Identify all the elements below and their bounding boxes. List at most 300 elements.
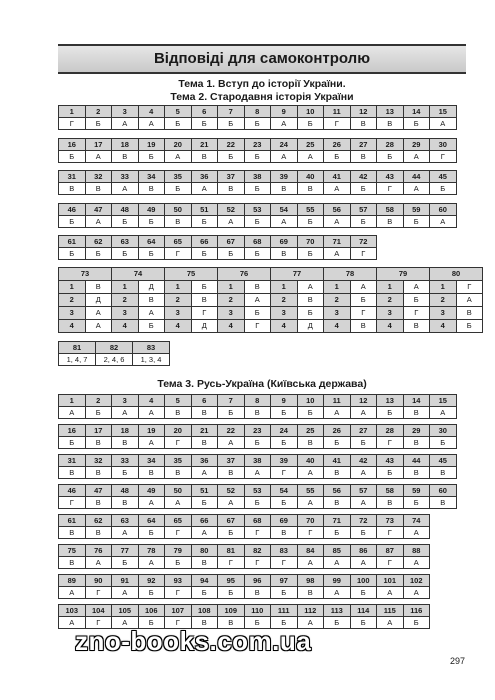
question-number: 54 <box>271 203 298 215</box>
matching-key: 3 <box>165 307 192 320</box>
answer-cell: Б <box>324 527 351 539</box>
answer-cell: Г <box>165 527 192 539</box>
question-number: 2 <box>85 395 112 407</box>
answer-cell: Г <box>165 587 192 599</box>
question-number: 51 <box>191 203 218 215</box>
answer-cell: В <box>85 527 112 539</box>
matching-answer: Г <box>191 307 218 320</box>
answer-cell: А <box>85 557 112 569</box>
matching-question-number: 79 <box>377 268 430 281</box>
answer-cell: Б <box>350 587 377 599</box>
matching-key: 2 <box>59 294 86 307</box>
question-number: 110 <box>244 605 271 617</box>
question-number: 20 <box>165 425 192 437</box>
answer-cell: А <box>271 118 298 130</box>
question-number: 81 <box>218 545 245 557</box>
question-number: 4 <box>138 106 165 118</box>
question-number: 62 <box>85 515 112 527</box>
question-number: 72 <box>350 236 377 248</box>
answer-cell: Б <box>112 248 139 260</box>
answer-cell: А <box>324 407 351 419</box>
answer-cell: Б <box>350 183 377 195</box>
question-number: 78 <box>138 545 165 557</box>
question-number: 22 <box>218 138 245 150</box>
question-number: 75 <box>59 545 86 557</box>
question-number: 89 <box>59 575 86 587</box>
matching-answer: Б <box>138 320 165 333</box>
question-number: 50 <box>165 485 192 497</box>
question-number: 41 <box>324 171 351 183</box>
question-number: 92 <box>138 575 165 587</box>
answer-cell: Б <box>350 215 377 227</box>
answer-cell: Б <box>218 407 245 419</box>
question-number: 66 <box>191 515 218 527</box>
question-number: 6 <box>191 106 218 118</box>
answer-cell: В <box>85 467 112 479</box>
question-number: 3 <box>112 395 139 407</box>
question-number: 38 <box>244 455 271 467</box>
answer-cell: В <box>165 215 192 227</box>
matching-key: 2 <box>377 294 404 307</box>
question-number: 29 <box>403 425 430 437</box>
answer-cell: А <box>59 617 86 629</box>
answer-cell: Б <box>244 118 271 130</box>
question-number: 15 <box>430 106 457 118</box>
question-number: 32 <box>85 171 112 183</box>
question-number: 14 <box>403 395 430 407</box>
question-number: 68 <box>244 236 271 248</box>
answer-cell: Б <box>350 437 377 449</box>
question-number: 16 <box>59 425 86 437</box>
answer-cell: Б <box>191 248 218 260</box>
matching-answer: Б <box>297 307 324 320</box>
answer-cell: Г <box>85 617 112 629</box>
topic3-title: Тема 3. Русь-Україна (Київська держава) <box>157 378 367 390</box>
question-number: 81 <box>59 342 96 354</box>
answer-cell: А <box>138 437 165 449</box>
section3-row-table <box>58 484 457 509</box>
answer-cell: В <box>85 437 112 449</box>
answer-cell: Б <box>59 150 86 162</box>
question-number: 11 <box>324 395 351 407</box>
answer-cell: А <box>430 407 457 419</box>
section3-row-table <box>58 394 457 419</box>
answer-cell: А <box>218 497 245 509</box>
question-number: 49 <box>138 203 165 215</box>
question-number: 11 <box>324 106 351 118</box>
question-number: 33 <box>112 171 139 183</box>
matching-key: 2 <box>218 294 245 307</box>
answer-cell: Б <box>271 407 298 419</box>
section3-row-table <box>58 514 430 539</box>
answer-cell: Г <box>350 248 377 260</box>
question-number: 36 <box>191 455 218 467</box>
answer-cell: А <box>350 497 377 509</box>
question-number: 71 <box>324 515 351 527</box>
question-number: 19 <box>138 138 165 150</box>
answer-cell: Б <box>191 215 218 227</box>
matching-answer: В <box>297 294 324 307</box>
answer-cell: А <box>324 248 351 260</box>
matching-answer: Д <box>297 320 324 333</box>
answer-cell: В <box>430 497 457 509</box>
matching-answer: Г <box>456 281 483 294</box>
answer-cell: В <box>165 467 192 479</box>
matching-answer: А <box>403 281 430 294</box>
question-number: 48 <box>112 203 139 215</box>
question-number: 95 <box>218 575 245 587</box>
question-number: 42 <box>350 455 377 467</box>
matching-answer: Г <box>350 307 377 320</box>
answer-cell: Б <box>403 497 430 509</box>
matching-answer: В <box>85 281 112 294</box>
answer-cell: В <box>112 150 139 162</box>
question-number: 105 <box>112 605 139 617</box>
question-number: 58 <box>377 203 404 215</box>
question-number: 43 <box>377 171 404 183</box>
question-number: 99 <box>324 575 351 587</box>
answer-cell: А <box>85 215 112 227</box>
answer-cell: Б <box>112 557 139 569</box>
question-number: 34 <box>138 171 165 183</box>
answer-cell: А <box>59 587 86 599</box>
question-number: 61 <box>59 236 86 248</box>
question-number: 82 <box>244 545 271 557</box>
matching-key: 4 <box>112 320 139 333</box>
matching-question-number: 74 <box>112 268 165 281</box>
answer-cell: А <box>430 215 457 227</box>
answer-cell: А <box>112 527 139 539</box>
answer-cell: Б <box>297 118 324 130</box>
answer-cell: Б <box>218 248 245 260</box>
answer-cell: В <box>191 150 218 162</box>
question-number: 115 <box>377 605 404 617</box>
question-number: 61 <box>59 515 86 527</box>
question-number: 48 <box>112 485 139 497</box>
answer-cell: В <box>271 248 298 260</box>
question-number: 71 <box>324 236 351 248</box>
question-number: 57 <box>350 485 377 497</box>
answer-cell: Б <box>297 215 324 227</box>
answer-cell: Б <box>218 150 245 162</box>
section1-row-table <box>58 235 377 260</box>
matching-key: 1 <box>165 281 192 294</box>
matching-question-number: 78 <box>324 268 377 281</box>
answer-cell: Б <box>138 248 165 260</box>
question-number: 101 <box>377 575 404 587</box>
question-number: 18 <box>112 425 139 437</box>
question-number: 32 <box>85 455 112 467</box>
answer-cell: А <box>377 617 404 629</box>
answer-cell: В <box>271 527 298 539</box>
question-number: 27 <box>350 425 377 437</box>
answer-cell: Б <box>403 617 430 629</box>
matching-answer: А <box>350 281 377 294</box>
answer-cell: Б <box>297 407 324 419</box>
question-number: 28 <box>377 425 404 437</box>
matching-answer: В <box>138 294 165 307</box>
answer-cell: В <box>297 183 324 195</box>
section1-row-table <box>58 138 457 163</box>
answer-cell: А <box>324 215 351 227</box>
question-number: 7 <box>218 395 245 407</box>
matching-question-number: 77 <box>271 268 324 281</box>
answer-cell: В <box>324 467 351 479</box>
answer-cell: Г <box>244 557 271 569</box>
topic1-title: Тема 1. Вступ до історії України. <box>178 78 346 90</box>
answer-cell: А <box>138 557 165 569</box>
question-number: 98 <box>297 575 324 587</box>
matching-key: 4 <box>218 320 245 333</box>
answer-cell: Г <box>377 527 404 539</box>
answer-cell: А <box>271 215 298 227</box>
answer-cell: В <box>59 467 86 479</box>
question-number: 30 <box>430 425 457 437</box>
answer-cell: В <box>191 617 218 629</box>
answer-cell: А <box>191 527 218 539</box>
matching-answer: А <box>138 307 165 320</box>
question-number: 15 <box>430 395 457 407</box>
answer-cell: 1, 4, 7 <box>59 354 96 366</box>
question-number: 12 <box>350 106 377 118</box>
answer-cell: Б <box>324 150 351 162</box>
answer-cell: А <box>191 467 218 479</box>
answer-cell: В <box>244 587 271 599</box>
answer-cell: Б <box>430 437 457 449</box>
matching-key: 1 <box>377 281 404 294</box>
matching-answer: А <box>85 320 112 333</box>
question-number: 31 <box>59 171 86 183</box>
answer-cell: В <box>403 467 430 479</box>
question-number: 17 <box>85 138 112 150</box>
question-number: 38 <box>244 171 271 183</box>
answer-cell: Б <box>165 183 192 195</box>
matching-key: 1 <box>271 281 298 294</box>
question-number: 53 <box>244 485 271 497</box>
question-number: 47 <box>85 485 112 497</box>
question-number: 82 <box>96 342 133 354</box>
answer-cell: Г <box>59 118 86 130</box>
matching-key: 3 <box>430 307 457 320</box>
answer-cell: В <box>218 617 245 629</box>
answer-cell: Б <box>403 118 430 130</box>
answer-cell: А <box>297 497 324 509</box>
answer-cell: В <box>297 437 324 449</box>
matching-answer: Г <box>244 320 271 333</box>
question-number: 65 <box>165 236 192 248</box>
question-number: 1 <box>59 106 86 118</box>
question-number: 26 <box>324 425 351 437</box>
matching-key: 3 <box>59 307 86 320</box>
section3-row-table <box>58 454 457 479</box>
matching-answer: Г <box>403 307 430 320</box>
question-number: 13 <box>377 395 404 407</box>
question-number: 37 <box>218 171 245 183</box>
question-number: 44 <box>403 171 430 183</box>
matching-key: 1 <box>218 281 245 294</box>
answer-cell: В <box>350 150 377 162</box>
question-number: 76 <box>85 545 112 557</box>
question-number: 69 <box>271 236 298 248</box>
matching-key: 4 <box>165 320 192 333</box>
question-number: 51 <box>191 485 218 497</box>
answer-cell: Б <box>271 497 298 509</box>
answer-cell: Б <box>350 527 377 539</box>
question-number: 24 <box>271 138 298 150</box>
question-number: 30 <box>430 138 457 150</box>
question-number: 116 <box>403 605 430 617</box>
matching-answer: Д <box>191 320 218 333</box>
matching-key: 1 <box>430 281 457 294</box>
answer-cell: А <box>350 467 377 479</box>
question-number: 39 <box>271 455 298 467</box>
matching-answer: А <box>456 294 483 307</box>
question-number: 46 <box>59 485 86 497</box>
question-number: 55 <box>297 485 324 497</box>
matching-question-number: 76 <box>218 268 271 281</box>
answer-cell: Г <box>377 183 404 195</box>
answer-cell: В <box>191 557 218 569</box>
answer-cell: 1, 3, 4 <box>133 354 170 366</box>
answer-cell: А <box>403 527 430 539</box>
answer-cell: В <box>112 497 139 509</box>
question-number: 25 <box>297 138 324 150</box>
question-number: 12 <box>350 395 377 407</box>
answer-cell: А <box>112 617 139 629</box>
question-number: 26 <box>324 138 351 150</box>
answer-cell: А <box>165 497 192 509</box>
question-number: 103 <box>59 605 86 617</box>
question-number: 97 <box>271 575 298 587</box>
question-number: 21 <box>191 138 218 150</box>
question-number: 52 <box>218 203 245 215</box>
answer-cell: А <box>138 118 165 130</box>
matching-key: 1 <box>112 281 139 294</box>
answer-cell: А <box>324 183 351 195</box>
question-number: 35 <box>165 455 192 467</box>
question-number: 23 <box>244 138 271 150</box>
section3-row-table <box>58 424 457 449</box>
question-number: 40 <box>297 455 324 467</box>
answer-cell: А <box>350 557 377 569</box>
answer-cell: Б <box>297 248 324 260</box>
matching-key: 1 <box>324 281 351 294</box>
question-number: 112 <box>297 605 324 617</box>
answer-cell: В <box>218 467 245 479</box>
question-number: 72 <box>350 515 377 527</box>
matching-key: 4 <box>59 320 86 333</box>
matching-key: 2 <box>165 294 192 307</box>
matching-answer: Д <box>138 281 165 294</box>
matching-question-number: 80 <box>430 268 483 281</box>
question-number: 106 <box>138 605 165 617</box>
question-number: 57 <box>350 203 377 215</box>
question-number: 2 <box>85 106 112 118</box>
answer-cell: Б <box>138 587 165 599</box>
answer-cell: В <box>165 407 192 419</box>
question-number: 1 <box>59 395 86 407</box>
answer-cell: А <box>218 215 245 227</box>
section1-row-table <box>58 105 457 130</box>
question-number: 94 <box>191 575 218 587</box>
answer-cell: Б <box>191 587 218 599</box>
answer-cell: А <box>403 183 430 195</box>
answer-cell: А <box>138 497 165 509</box>
answer-cell: Г <box>271 557 298 569</box>
question-number: 14 <box>403 106 430 118</box>
answer-cell: Б <box>244 248 271 260</box>
answer-cell: В <box>138 467 165 479</box>
question-number: 113 <box>324 605 351 617</box>
answer-cell: Б <box>218 118 245 130</box>
question-number: 3 <box>112 106 139 118</box>
answer-cell: В <box>59 183 86 195</box>
question-number: 4 <box>138 395 165 407</box>
question-number: 56 <box>324 485 351 497</box>
answer-cell: Г <box>218 557 245 569</box>
question-number: 58 <box>377 485 404 497</box>
answer-cell: В <box>191 407 218 419</box>
section1-row-table <box>58 203 457 228</box>
answer-cell: В <box>244 407 271 419</box>
answer-cell: А <box>403 557 430 569</box>
answer-cell: А <box>191 183 218 195</box>
answer-cell: Б <box>244 617 271 629</box>
question-number: 59 <box>403 203 430 215</box>
answer-cell: В <box>85 497 112 509</box>
answer-cell: А <box>297 557 324 569</box>
answer-cell: В <box>430 467 457 479</box>
answer-cell: А <box>324 557 351 569</box>
question-number: 109 <box>218 605 245 617</box>
answer-cell: Б <box>403 215 430 227</box>
matching-key: 4 <box>324 320 351 333</box>
question-number: 63 <box>112 236 139 248</box>
question-number: 44 <box>403 455 430 467</box>
answer-cell: Б <box>191 497 218 509</box>
answer-cell: Б <box>244 150 271 162</box>
answer-cell: Г <box>377 557 404 569</box>
question-number: 8 <box>244 106 271 118</box>
answer-cell: Б <box>244 497 271 509</box>
answer-cell: А <box>297 150 324 162</box>
matching-answer: А <box>244 294 271 307</box>
question-number: 73 <box>377 515 404 527</box>
question-number: 21 <box>191 425 218 437</box>
question-number: 29 <box>403 138 430 150</box>
watermark: zno-books.com.ua <box>75 626 312 656</box>
question-number: 9 <box>271 106 298 118</box>
question-number: 5 <box>165 395 192 407</box>
matching-key: 2 <box>430 294 457 307</box>
question-number: 23 <box>244 425 271 437</box>
answer-cell: Б <box>377 407 404 419</box>
question-number: 19 <box>138 425 165 437</box>
question-number: 56 <box>324 203 351 215</box>
question-number: 35 <box>165 171 192 183</box>
answer-cell: Б <box>59 215 86 227</box>
question-number: 13 <box>377 106 404 118</box>
answer-cell: Б <box>85 118 112 130</box>
answer-cell: Б <box>218 527 245 539</box>
answer-cell: В <box>59 527 86 539</box>
question-number: 83 <box>133 342 170 354</box>
question-number: 83 <box>271 545 298 557</box>
question-number: 69 <box>271 515 298 527</box>
answer-cell: А <box>59 407 86 419</box>
question-number: 49 <box>138 485 165 497</box>
question-number: 22 <box>218 425 245 437</box>
